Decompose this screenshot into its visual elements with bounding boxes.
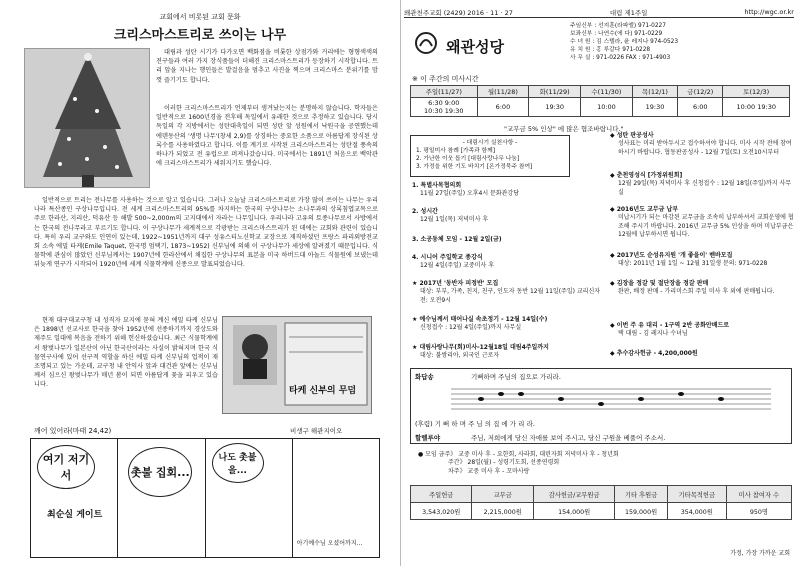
notice-detail: 대상: 2011년 1월 1일 ~ 12월 31일생 문의: 971-0228 bbox=[618, 260, 768, 268]
meeting-value: 금주》 교중 미사 후 - 요한회, 사라회, 대린자회 저녁미사 후 - 청년회 bbox=[438, 451, 619, 458]
mass-day: 금(12/2) bbox=[678, 86, 723, 98]
notice-item bbox=[412, 236, 602, 244]
comic-caption: 아기예수님 오셨어까지... bbox=[296, 540, 363, 547]
response-label: 할렐루야 bbox=[415, 434, 441, 442]
notice-item bbox=[412, 344, 602, 361]
notice-item bbox=[412, 316, 602, 333]
comic-panel-4 bbox=[293, 439, 379, 557]
finance-header: 교무금 bbox=[472, 486, 533, 503]
notice-title: ◆ 2016년도 교무금 납부 bbox=[610, 206, 679, 213]
notice-detail: 미납시기가 되는 마감된 교무금을 조속히 납부하셔서 교회운영에 협조해 주시기 바랍니다. 2016년 교무금 5% 인상을 하며 미납부금은 12월에 납부하시면 됩니다. bbox=[618, 214, 794, 238]
staff-line: 주임신부 : 선지훈(라파엘) 971-0227 bbox=[570, 23, 666, 29]
comic-title: 깨어 있어라(마태 24,42) bbox=[34, 427, 112, 435]
notice-detail: 12월 4일(주일) 교중미사 후 bbox=[420, 262, 495, 270]
meeting-line: 주간》 28일(월) - 성령기도회, 선종연령회 bbox=[448, 459, 560, 467]
dues-notice: "교무금 5% 인상" 에 많은 협조바랍니다." bbox=[504, 125, 624, 133]
response-text: 주님, 저희에게 당신 자애를 보여 주시고, 당신 구원을 베풀어 주소서. bbox=[471, 434, 666, 442]
finance-header: 미사 참여자 수 bbox=[726, 486, 791, 503]
notice-item bbox=[610, 280, 794, 297]
speech-bubble: 촛불 집회... bbox=[128, 447, 192, 497]
finance-header: 기타목적헌금 bbox=[667, 486, 726, 503]
notice-item bbox=[610, 322, 794, 339]
notice-detail: 대상: 불쌍리아, 외국인 근로자 bbox=[420, 352, 500, 360]
notice-item bbox=[610, 132, 794, 157]
notice-item bbox=[412, 182, 602, 199]
paragraph-4: 현재 대구대교구청 내 성직자 묘지에 묻혀 계신 에밀 타케 신부님은 1898년 선교사로 한국을 찾아 1952년에 선종하기까지 경상도와 제주도 일대에 복음을 전하기 위해 헌신하셨습니다. 최근 식물학계에서 왕벚나무가 일본산이 아닌 한국산이라는 사실이 밝혀지며 한국 식물연구사에 있어 선구적 역할을 하신 에밀 타케 신부님의 업적이 재조명되고 있는 가운데, 교구청 내 안익사 앞과 대건관 앞에는 신부님께서 심으신 왕벚나무가 매년 봄이 되면 아름답게 꽃을 피우고 있습니다. bbox=[34, 317, 218, 389]
notice-detail: 12월 1일(목) 저녁미사 후 bbox=[420, 216, 489, 224]
notice-item bbox=[412, 280, 602, 305]
finance-header: 감사헌금/교무원금 bbox=[533, 486, 614, 503]
finance-value: 3,543,020원 bbox=[411, 503, 472, 520]
mass-schedule-table bbox=[410, 85, 790, 117]
notice-detail: 12월 29일(목) 저녁미사 후 신청접수 : 12월 18일(주일)까지 사무실 bbox=[618, 180, 792, 196]
finance-header: 기타 후원금 bbox=[615, 486, 668, 503]
notice-detail: 11월 27일(주일) 오후4시 문화관강당 bbox=[420, 190, 520, 198]
staff-line: 보좌신부 : 나연수(에 다) 971-0229 bbox=[570, 31, 663, 37]
speech-bubble: 여기 저기서 bbox=[37, 445, 95, 489]
notice-title: ◆ 이번 주 유 대리 - 1구역 2반 공화안배드로 bbox=[610, 322, 730, 329]
paragraph-3: 일반적으로 트리는 전나무를 사용하는 것으로 알고 있습니다. 그러나 오늘날 크리스마스트리로 가장 많이 쓰이는 나무는 우리나라 특산종인 구상나무입니다. 전 세계 크리스마스트리의 95%를 차지하는 한국의 구상나무는 소나무과의 상록침엽교목으로 주로 한라산, 지리산, 덕유산 등 해발 500~2,000m의 고지대에서 자라는 나무입니다. 우리나라 고유의 토종나무로서 사방에서는 한국의 전나무라고 부르기도 합니다. 이 구상나무가 세계적으로 각광받는 크리스마스트리가 된 데에는 교회와 관련이 있습니다. 특히 우리 교구와도 인연이 있는데, 1922~1951년까지 대구 성유스티노신학교 교장으로 재직하셨던 프랑스 파리외방전교회 소속 에밀 타케(Emile Taquet, 한국명 엄택기, 1873~1952) 신부님에 의해 이 구상나무가 세상에 알려졌기 때문입니다. 식물학에 관심이 많았던 신부님께서는 1907년에 한라산에서 채집한 구상나무의 표본을 미국 하버드대 아놀드 식물원에 보냈는데 뒤늦게 연구가 시작되어 1920년에 세계 식물학계에 신종으로 발표되었습니다. bbox=[34, 197, 378, 269]
mass-day: 목(12/1) bbox=[632, 86, 677, 98]
staff-line: 수 녀 원 : 김 스텔라, 윤 레지나 974-0523 bbox=[570, 39, 679, 45]
column-divider bbox=[400, 0, 401, 566]
notice-item bbox=[610, 206, 794, 239]
notice-title: 4. 시니어 주일학교 종강식 bbox=[412, 254, 483, 261]
notice-title: 3. 소공동체 모임 - 12월 2일(금) bbox=[412, 236, 502, 243]
speech-bubble: 나도 촛불을... bbox=[212, 443, 264, 483]
mass-schedule-title: ※ 이 주간의 미사시간 bbox=[412, 75, 479, 83]
box-item: 3. 가정을 위한 기도 바치기 [온가정묵주 참여] bbox=[416, 164, 533, 170]
mass-time: 19:30 bbox=[632, 98, 677, 117]
mass-day: 월(11/28) bbox=[477, 86, 529, 98]
psalm-text: 기뻐하며 주님의 집으로 가리라. bbox=[471, 373, 561, 381]
notice-title: ◆ 추수감사헌금 - 4,200,000원 bbox=[610, 350, 698, 357]
right-page bbox=[404, 0, 800, 566]
finance-table bbox=[410, 485, 792, 520]
responsorial-psalm bbox=[410, 368, 792, 444]
comic-panel-3 bbox=[206, 439, 293, 557]
staff-line: 유 치 원 : 홍 루갈다 971-0228 bbox=[570, 47, 651, 53]
notice-title: ◆ 김장을 정갈 및 절단장을 정갈 판매 bbox=[610, 280, 709, 287]
mass-day: 화(11/29) bbox=[529, 86, 581, 98]
website-link[interactable]: http://wgc.or.kr bbox=[744, 8, 794, 16]
comic-author: 비생구 해관지이오 bbox=[290, 427, 343, 435]
notice-item bbox=[610, 252, 794, 269]
mass-time: 6:00 bbox=[477, 98, 529, 117]
box-title: - 대림시기 실천사항 - bbox=[462, 140, 518, 146]
notice-title: ◆ 2017년도 순성유지원 '개 좋을이' 밴바모집 bbox=[610, 252, 733, 259]
notice-title: ★ 예수님께서 태어나실 속초정기 - 12월 14일(수) bbox=[412, 316, 548, 323]
comic-strip bbox=[30, 438, 380, 558]
notice-title: ◆ 성탄 판공성사 bbox=[610, 132, 654, 139]
box-item: 2. 가난한 이웃 돕기 [대림사랑나무 나눔] bbox=[416, 156, 520, 162]
bulletin-header bbox=[404, 8, 794, 17]
finance-value: 950명 bbox=[726, 503, 791, 520]
notice-title: 1. 특별사목협의회 bbox=[412, 182, 462, 189]
psalm-lyrics: (후렴) 기 뻐 하 며 주 님 의 집 에 가 리 라. bbox=[415, 420, 535, 428]
mass-time: 10:00 bbox=[581, 98, 633, 117]
mass-time: 19:30 bbox=[529, 98, 581, 117]
meeting-key: ● 모임 bbox=[418, 451, 437, 458]
meeting-line: 차주》 교중 미사 후 - 꼬마사랑 bbox=[448, 467, 530, 475]
finance-header: 주일헌금 bbox=[411, 486, 472, 503]
comic-panel-2 bbox=[118, 439, 205, 557]
mass-day: 토(12/3) bbox=[723, 86, 790, 98]
notice-title: ★ 2017년 '동반자 피정반' 모집 bbox=[412, 280, 499, 287]
box-item: 1. 평일미사 참례 [가족과 함께] bbox=[416, 148, 496, 154]
kicker: 교회에서 비롯된 교회 문화 bbox=[159, 13, 241, 21]
notice-title: 2. 성시간 bbox=[412, 208, 438, 215]
notice-item bbox=[412, 254, 602, 271]
meetings bbox=[418, 451, 619, 476]
christmas-tree-image bbox=[24, 48, 150, 188]
mass-time: 6:30 9:00 10:30 19:30 bbox=[411, 98, 478, 117]
paragraph-2: 이러한 크리스마스트리가 언제부터 생겨났는지는 분명하지 않습니다. 학자들은 일반적으로 1600년경을 전후해 독일에서 유래한 것으로 추정하고 있습니다. 당시 독일의 각 지방에서는 성탄대축일이 되면 성탄 앞 성원에서 낙원극을 공연했는데 에덴동산의 '생명 나무'(창세 2,9)를 상징하는 중요한 소품으로 아름답게 장식된 상록수를 사용하였다고 합니다. 이를 계기로 시작된 크리스마스트리는 성탄절 풍속의 하나가 되었고 전 유럽으로 퍼져나갔습니다. 미국에서는 1891년 처음으로 백악관에 크리스마스트리가 세워지기도 했습니다. bbox=[156, 105, 378, 168]
staff-list bbox=[570, 22, 678, 62]
header-rule bbox=[404, 17, 794, 18]
mass-time: 10:00 19:30 bbox=[723, 98, 790, 117]
finance-value: 154,000원 bbox=[533, 503, 614, 520]
notice-item bbox=[412, 208, 602, 225]
finance-value: 159,000원 bbox=[615, 503, 668, 520]
comic-panel-1 bbox=[31, 439, 118, 557]
notice-detail: 택 대림 - 김 레지나 수녀님 bbox=[618, 330, 688, 338]
music-staff-icon bbox=[451, 385, 771, 415]
notice-item bbox=[610, 350, 794, 358]
mass-day: 수(11/30) bbox=[581, 86, 633, 98]
church-name: 왜관성당 bbox=[446, 38, 504, 56]
notice-detail: 완판, 배정 판매 - 가리미스회 주일 미사 후 외에 판매됩니다. bbox=[618, 288, 775, 296]
article-title: 크리스마스트리로 쓰이는 나무 bbox=[113, 28, 287, 43]
finance-value: 2,215,000원 bbox=[472, 503, 533, 520]
footer-slogan: 가정, 가장 가까운 교회 bbox=[730, 550, 790, 557]
liturgical-week: 대림 제1주일 bbox=[609, 9, 648, 17]
notice-detail: 신청접수 : 12월 4일(주일)까지 사무실 bbox=[420, 324, 522, 332]
notice-item bbox=[610, 172, 794, 197]
notice-detail: 성사표는 미리 받아두시고 접수하셔야 합니다. 미사 시작 전에 참여하시기 바랍니다. 협동판공성사 - 12월 7일(토) 오전10시부터 bbox=[618, 140, 792, 156]
notice-detail: 대상: 부부, 가족, 친지, 친구, 인도자 동반 12월 11일(주일) 교리신자전: 오전9시 bbox=[420, 288, 601, 304]
staff-line: 사 무 실 : 971-0226 FAX : 971-4903 bbox=[570, 55, 671, 61]
advent-practice-box bbox=[410, 135, 570, 177]
notice-title: ◆ 춘천영성식 [가정위원회] bbox=[610, 172, 683, 179]
comic-sign: 최순실 게이트 bbox=[47, 510, 103, 520]
tombstone-photo bbox=[222, 316, 372, 414]
mass-time: 6:00 bbox=[678, 98, 723, 117]
psalm-label: 화답송 bbox=[415, 373, 434, 381]
paragraph-1: 대림과 성탄 시기가 다가오면 백화점을 비롯한 상점가와 거리에는 형형색색의 전구들과 여러 가지 장식품들이 더해진 크리스마스트리가 등장하기 시작합니다. 트리 앞을 지나는 행인들은 발걸음을 멈추고 사진을 찍으며 크리스마스 분위기를 맘껏 즐기기도 합니다. bbox=[156, 49, 378, 84]
notice-title: ★ 대림사랑나무(회)미사-12월18일 대림4주일까지 bbox=[412, 344, 549, 351]
mass-day: 주일(11/27) bbox=[411, 86, 478, 98]
issue-info: 왜관천주교회 (2429) 2016 · 11 · 27 bbox=[404, 9, 513, 17]
tombstone-sign: 타케 신부의 무덤 bbox=[289, 386, 357, 396]
finance-value: 354,000원 bbox=[667, 503, 726, 520]
